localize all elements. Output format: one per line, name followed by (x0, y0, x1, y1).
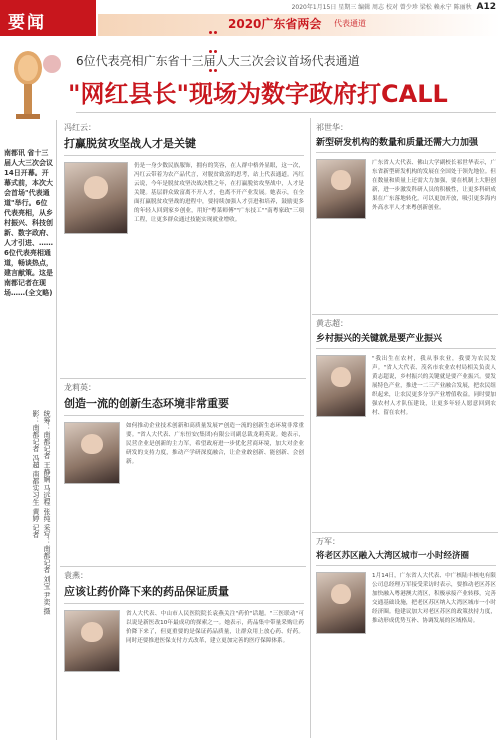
dots-icon (208, 20, 222, 30)
story-feng (64, 122, 304, 372)
divider (76, 112, 496, 113)
story-body: 省人大代表、中山市人民医院院长袁燕关注"药价"话题。"三医联动"可以说是新医改10年最成功的探索之一。她表示，药品集中带量采购让药价降下来了，但更重要的是保证药品质量，让群众用上放心药、好药。同时还要推进医保支付方式改革，建立更加完善的医疗保障体系。 (126, 611, 304, 644)
story-byline: 龙莉英： (64, 383, 96, 392)
story-byline: 冯红云： (64, 123, 96, 132)
divider (64, 415, 304, 416)
story-title: 打赢脱贫攻坚战人才是关键 (64, 137, 196, 150)
divider (316, 152, 496, 153)
microphone-icon (0, 42, 70, 132)
story-byline: 黄志超： (316, 319, 348, 328)
divider (316, 565, 496, 566)
story-body: 仍是一身少数民族服饰，拥有的笑容，在人群中格外显眼，这一次，冯红云带着为农产品代言，对脱贫致富的思考，站上代表通道。冯红云说，今年是脱贫攻坚决战决胜之年，在打赢脱贫攻坚战中，人才是关键。基层群众致富离不开人才，也离不开产业发展。她表示，在全面打赢脱贫攻坚战的进程中，要持续加强人才引进和培养，鼓励更多的年轻人回到家乡创业，用好"粤菜师傅""广东技工""南粤家政"三项工程，让更多群众通过技能实现就业增收。 (134, 163, 304, 223)
staff-credits: 统筹：南都记者 王静娴 马远程 张纯 采写：南都记者 刘宝 尹奕 摄影：南都记者 冯超 南都实习生 黄婷 记者 (32, 410, 51, 615)
divider (64, 603, 304, 604)
banner-subtitle: 代表通道 (334, 19, 366, 28)
story-body: 广东省人大代表、佛山大学副校长祁世华表示，广东省新型研发机构的发展在全国处于领先地位。但在数量和质量上还需大力加强，要在机制上大胆创新，进一步激发科研人员的积极性，让更多科研成果在广东落地转化。可以更加开放，吸引更多海内外高水平人才来粤创新创业。 (372, 160, 496, 211)
divider (316, 348, 496, 349)
headline-title: "网红县长"现场为数字政府打CALL (68, 80, 448, 108)
story-long (64, 382, 304, 562)
page-number: A12 (476, 2, 496, 12)
divider (60, 378, 306, 379)
divider (312, 314, 498, 315)
divider (56, 120, 57, 740)
story-byline: 万军： (316, 537, 340, 546)
story-title: 将老区苏区融入大湾区城市一小时经济圈 (316, 551, 470, 561)
story-qi (316, 122, 496, 312)
portrait-photo (316, 159, 366, 219)
story-body: 如何推动企业技术创新和高质量发展?"创造一流的创新生态环境非常重要。"省人大代表、广东恒安(集团)有限公司副总裁龙莉英说。她表示，民营企业是创新的主力军，希望政府进一步优化营商环境，加大对企业研发的支持力度，推动产学研深度融合，让企业敢创新、能创新、会创新。 (126, 423, 304, 465)
banner-title: 2020广东省两会 (228, 17, 322, 31)
edition-meta (292, 2, 496, 12)
story-huang (316, 318, 496, 528)
topic-banner (98, 14, 500, 36)
story-title: 乡村振兴的关键就是要产业振兴 (316, 334, 443, 344)
portrait-photo (316, 572, 366, 634)
story-title: 创造一流的创新生态环境非常重要 (64, 397, 229, 410)
story-title: 应该让药价降下来的药品保证质量 (64, 585, 229, 598)
lead-paragraph: 南都讯 省十三届人大三次会议14日开幕。开幕式前，本次大会首场"代表通道"举行。6位代表亮相，从乡村振兴、科技创新、数字政府、人才引进、……6位代表亮相通道，畅谈热点，建言献策。这是南都记者在现场……(全文略) (4, 149, 53, 297)
portrait-photo (64, 162, 128, 234)
edition-info: 2020年1月15日 星期三 编辑 周志 校对 曾少珍 梁松 赖永宁 陈丽秋 (291, 4, 472, 11)
divider (64, 155, 304, 156)
divider (310, 118, 311, 738)
story-yuan (64, 570, 304, 745)
story-byline: 袁燕： (64, 571, 88, 580)
story-wan (316, 536, 496, 746)
portrait-photo (316, 355, 366, 417)
portrait-photo (64, 422, 120, 484)
headline-kicker: 6位代表亮相广东省十三届人大三次会议首场代表通道 (76, 54, 360, 68)
story-title: 新型研发机构的数量和质量还需大力加强 (316, 138, 479, 148)
story-byline: 祁世华： (316, 123, 348, 132)
section-tag: 要闻 (0, 0, 96, 36)
portrait-photo (64, 610, 120, 672)
divider (60, 566, 306, 567)
story-body: 1月14日，广东省人大代表、中广核陆丰核电有限公司总经理万军接受采访时表示，要推动老区苏区加快融入粤港澳大湾区，积极承接产业转移，完善交通基础设施，把老区苏区纳入大湾区城市一小时经济圈。他建议加大对老区苏区的政策扶持力度，推动形成优势互补、协调发展的区域格局。 (372, 573, 496, 624)
story-body: "我出生在农村，我从事农业，我要为农民发声。"省人大代表、茂名市农业农村局相关负责人黄志超说，乡村振兴的关键就是要产业振兴。要发展特色产业，推进一二三产业融合发展，把农民组织起来，让农民更多分享产业增值收益。同时要加强农村人才队伍建设，让更多年轻人愿意回到农村、留在农村。 (372, 356, 496, 416)
divider (312, 532, 498, 533)
page-header (0, 0, 500, 40)
